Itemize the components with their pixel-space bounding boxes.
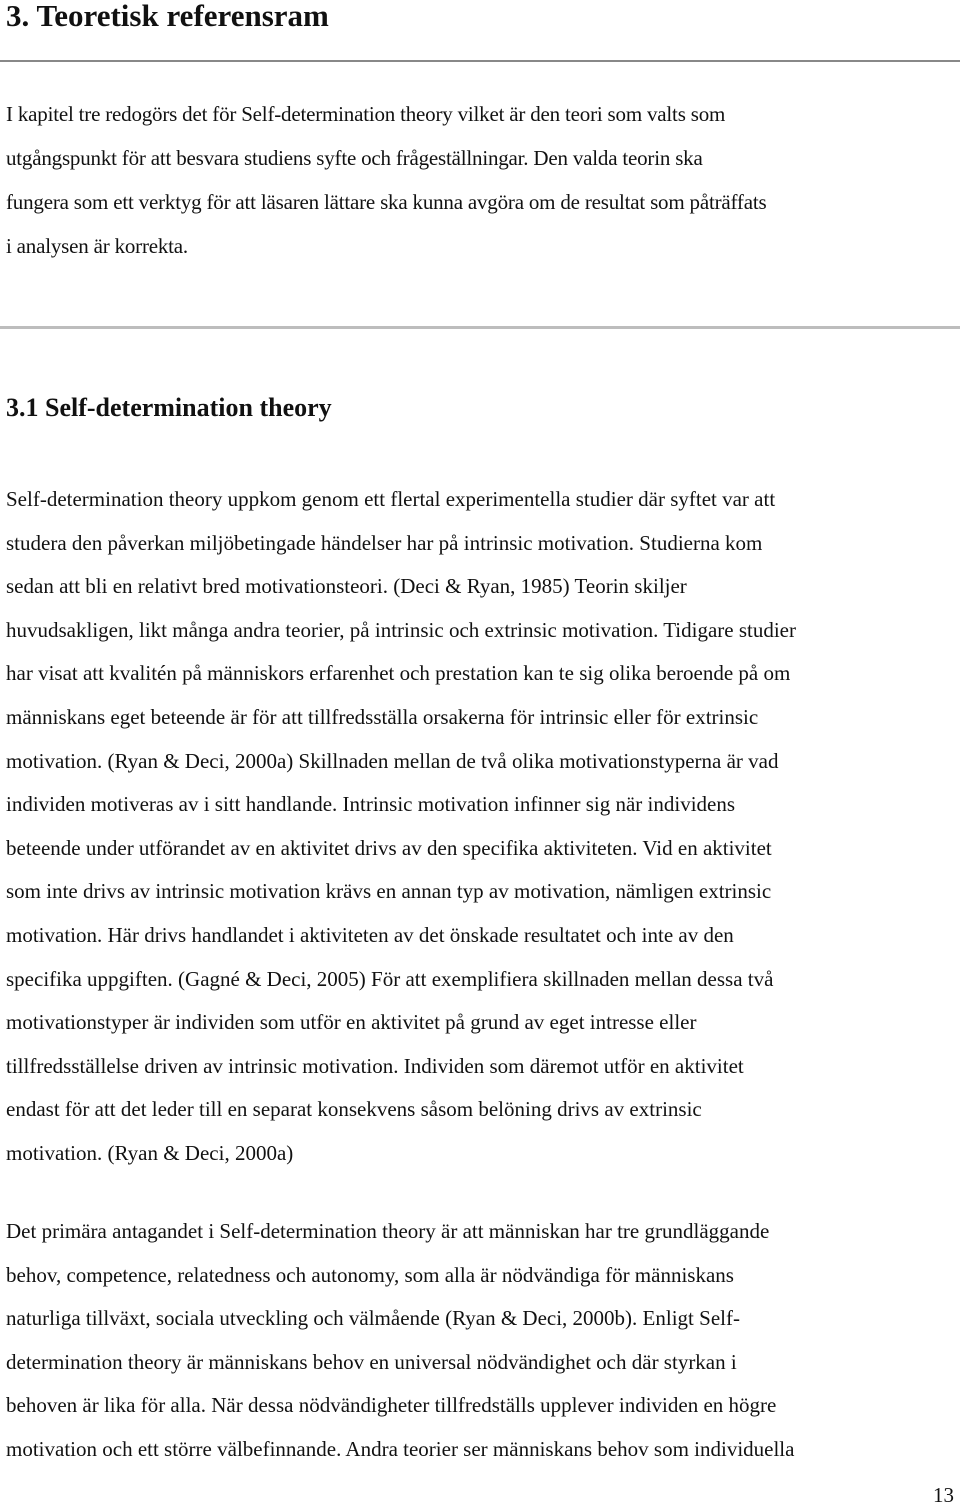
text-line: studera den påverkan miljöbetingade händelser har på intrinsic motivation. Studierna kom (6, 530, 763, 555)
section-title: 3.1 Self-determination theory (6, 393, 332, 422)
text-line: som inte drivs av intrinsic motivation krävs en annan typ av motivation, nämligen extrinsic (6, 879, 772, 904)
text-line: naturliga tillväxt, sociala utveckling och välmående (Ryan & Deci, 2000b). Enligt Self- (6, 1306, 740, 1331)
text-line: motivation. Här drivs handlandet i aktiviteten av det önskade resultatet och inte av den (6, 922, 734, 947)
text-line: har visat att kvalitén på människors erfarenhet och prestation kan te sig olika beroende på om (6, 661, 791, 686)
text-line: endast för att det leder till en separat konsekvens såsom belöning drivs av extrinsic (6, 1097, 702, 1122)
chapter-title: 3. Teoretisk referensram (6, 0, 329, 33)
text-line: determination theory är människans behov en universal nödvändighet och där styrkan i (6, 1349, 737, 1374)
chapter-intro-paragraph (6, 92, 956, 268)
text-line: Self-determination theory uppkom genom ett flertal experimentella studier där syftet var att (6, 487, 776, 511)
text-line: specifika uppgiften. (Gagné & Deci, 2005) För att exemplifiera skillnaden mellan dessa två (6, 966, 774, 991)
text-line: utgångspunkt för att besvara studiens syfte och frågeställningar. Den valda teorin ska (6, 146, 703, 170)
chapter-divider (0, 60, 960, 62)
text-line: I kapitel tre redogörs det för Self-determination theory vilket är den teori som valts som (6, 102, 726, 126)
text-line: tillfredsställelse driven av intrinsic motivation. Individen som däremot utför en aktivitet (6, 1053, 744, 1078)
text-line: människans eget beteende är för att tillfredsställa orsakerna för intrinsic eller för extrinsic (6, 704, 759, 729)
body-paragraph-1 (6, 478, 958, 1176)
text-line: motivation. (Ryan & Deci, 2000a) Skillnaden mellan de två olika motivationstyperna är vad (6, 748, 779, 773)
text-line: motivation och ett större välbefinnande. Andra teorier ser människans behov som individuella (6, 1436, 795, 1461)
text-line: i analysen är korrekta. (6, 234, 188, 258)
text-line: sedan att bli en relativt bred motivationsteori. (Deci & Ryan, 1985) Teorin skiljer (6, 574, 687, 599)
text-line: behoven är lika för alla. När dessa nödvändigheter tillfredställs upplever individen en högre (6, 1393, 777, 1418)
section-divider (0, 326, 960, 329)
text-line: motivation. (Ryan & Deci, 2000a) (6, 1140, 294, 1165)
text-line: individen motiveras av i sitt handlande. Intrinsic motivation infinner sig när individens (6, 792, 736, 817)
text-line: fungera som ett verktyg för att läsaren lättare ska kunna avgöra om de resultat som påträffats (6, 190, 767, 214)
body-paragraph-2 (6, 1210, 958, 1472)
text-line: motivationstyper är individen som utför en aktivitet på grund av eget intresse eller (6, 1010, 697, 1035)
text-line: Det primära antagandet i Self-determination theory är att människan har tre grundläggande (6, 1219, 770, 1243)
text-line: huvudsakligen, likt många andra teorier, på intrinsic och extrinsic motivation. Tidigare studier (6, 617, 796, 642)
text-line: behov, competence, relatedness och autonomy, som alla är nödvändiga för människans (6, 1262, 734, 1287)
text-line: beteende under utförandet av en aktivitet drivs av den specifika aktiviteten. Vid en aktivitet (6, 835, 772, 860)
page-number: 13 (933, 1483, 954, 1507)
